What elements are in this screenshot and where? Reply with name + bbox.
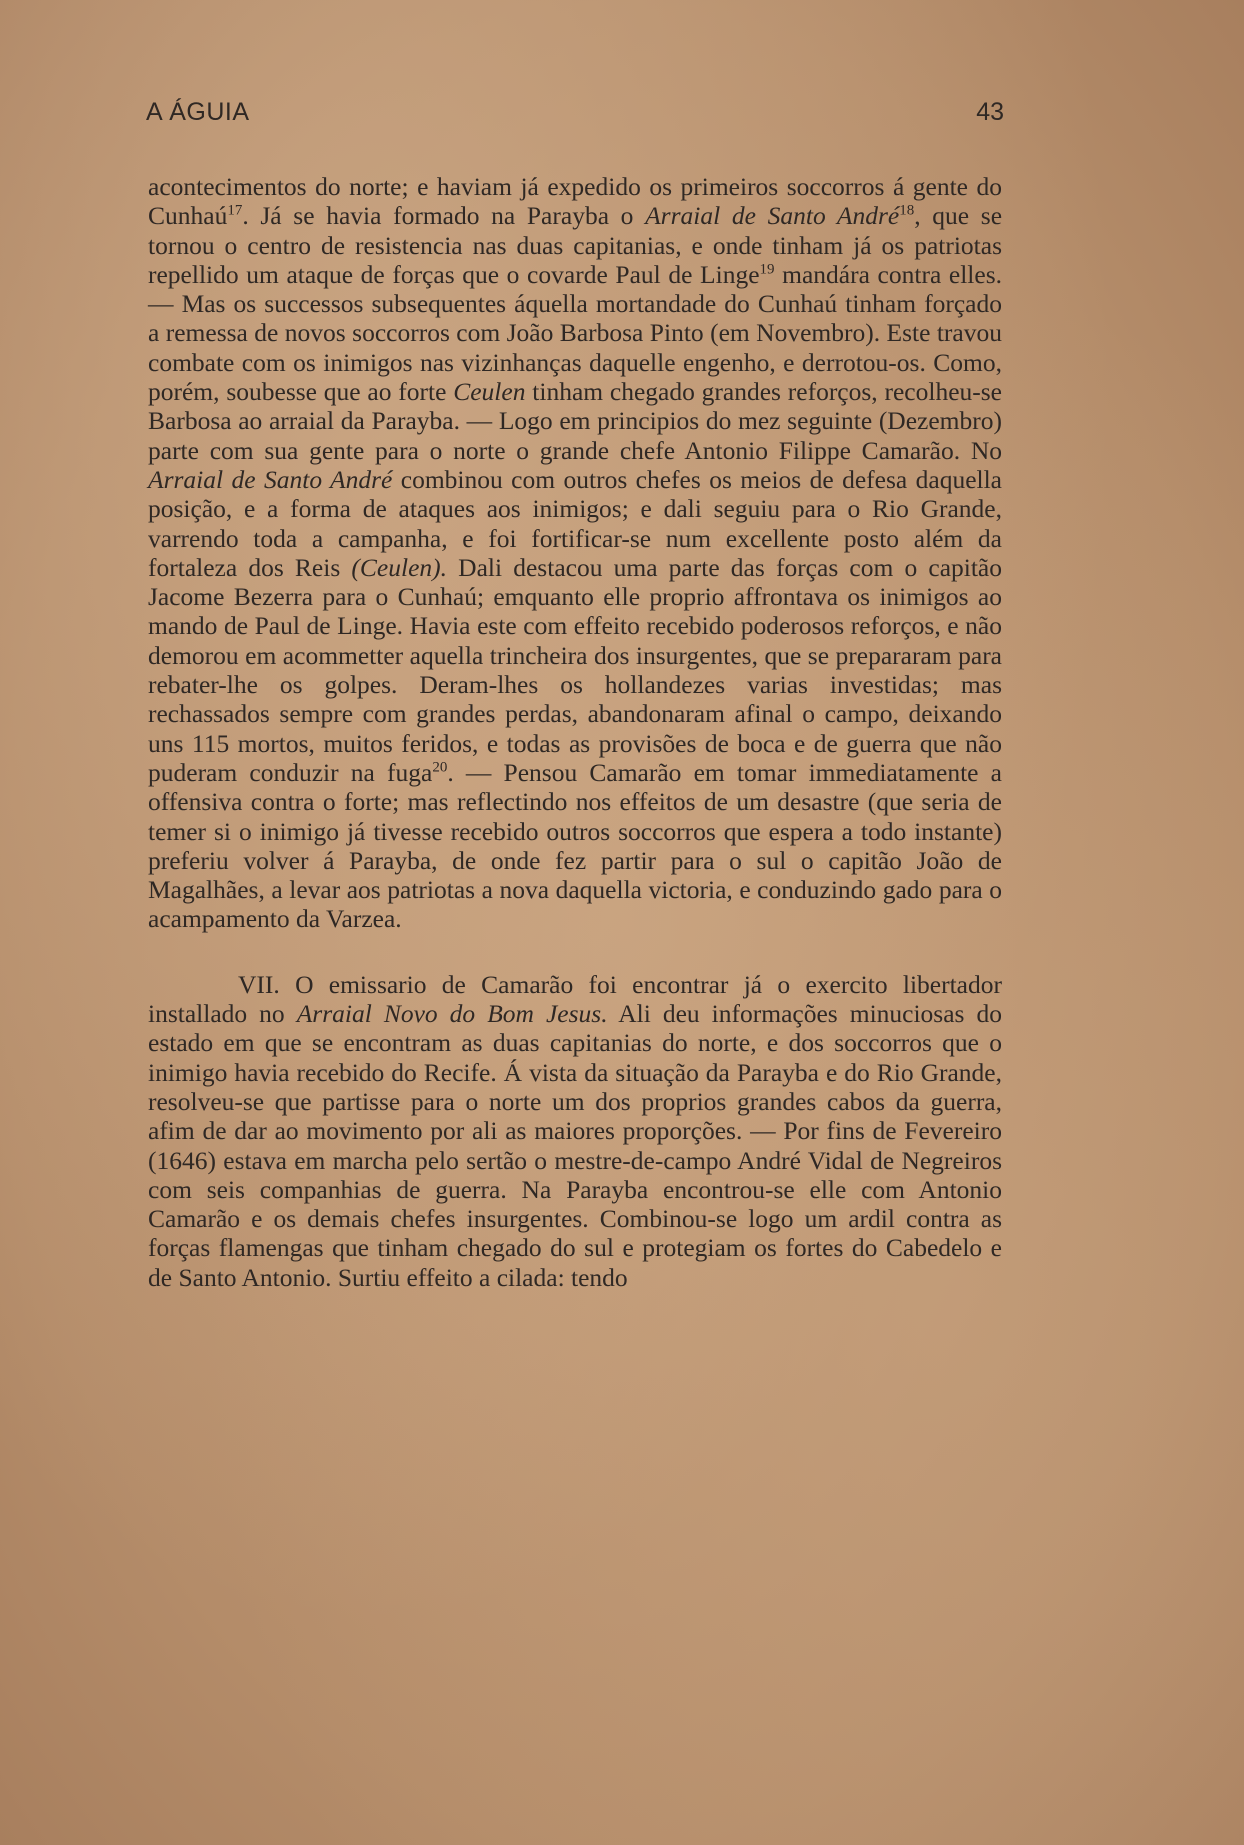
text-run: . — Pensou Camarão em tomar immediatamente a offensiva contra o forte; mas reflectindo nos effeitos de um desastre (que seria de temer si o inimigo já tivesse recebido outros soccorros que espera a todo instante) preferiu volver á Parayba, de onde fez partir para o sul o capitão João de Magalhães, a levar aos patriotas a nova daquella victoria, e conduzindo gado para o acampamento da Varzea. bbox=[148, 757, 1002, 934]
italic-place-name: Arraial de Santo André bbox=[645, 201, 900, 231]
italic-fort-name: (Ceulen). bbox=[351, 552, 448, 582]
text-run: , que se tornou o centro de resistencia nas duas capitanias, e onde tinham já os patriotas repellido um ataque de forças que o covarde Paul de Linge bbox=[148, 201, 1003, 289]
footnote-ref-20: 20 bbox=[432, 759, 448, 776]
paragraph-2 bbox=[148, 970, 1002, 1292]
page-body bbox=[148, 172, 1002, 1292]
italic-place-name: Arraial Novo do Bom Jesus. bbox=[296, 999, 608, 1029]
text-run: Dali destacou uma parte das forças com o capitão Jacome Bezerra para o Cunhaú; emquanto elle proprio affrontava os inimigos ao mando de Paul de Linge. Havia este com effeito recebido poderosos reforços, e não demorou em acommetter aquella trincheira dos insurgentes, que se prepararam para rebater-lhe os golpes. Deram-lhes os hollandezes varias investidas; mas rechassados sempre com grandes perdas, abandonaram afinal o campo, deixando uns 115 mortos, muitos feridos, e todas as provisões de boca e de guerra que não puderam conduzir na fuga bbox=[148, 552, 1002, 787]
italic-place-name: Arraial de Santo André bbox=[148, 464, 393, 494]
text-run: . Já se havia formado na Parayba o bbox=[242, 201, 646, 231]
text-run: combinou com outros chefes os meios de defesa daquella posição, e a forma de ataques aos inimigos; e dali seguiu para o Rio Grande, varrendo toda a campanha, e foi fortificar-se num excellente posto além da fortaleza dos Reis bbox=[148, 464, 1003, 582]
text-run: VII. O emissario de Camarão foi encontrar já o exercito libertador installado no bbox=[148, 969, 1002, 1029]
italic-fort-name: Ceulen bbox=[453, 377, 526, 407]
text-run: acontecimentos do norte; e haviam já expedido os primeiros soccorros á gente do Cunhaú bbox=[148, 172, 1002, 231]
text-run: tinham chegado grandes reforços, recolheu-se Barbosa ao arraial da Parayba. — Logo em principios do mez seguinte (Dezembro) parte com sua gente para o norte o grande chefe Antonio Filippe Camarão. No bbox=[148, 377, 1002, 465]
page-number: 43 bbox=[976, 98, 1004, 126]
text-run: mandára contra elles. — Mas os successos subsequentes áquella mortandade do Cunhaú tinham forçado a remessa de novos soccorros com João Barbosa Pinto (em Novembro). Este travou combate com os inimigos nas vizinhanças daquelle engenho, e derrotou-os. Como, porém, soubesse que ao forte bbox=[148, 259, 1002, 407]
running-title: A ÁGUIA bbox=[146, 98, 250, 126]
paragraph-1 bbox=[148, 172, 1002, 934]
footnote-ref-18: 18 bbox=[899, 202, 915, 219]
page-header bbox=[146, 98, 1004, 134]
text-run: Ali deu informações minuciosas do estado em que se encontram as duas capitanias do norte, e dos soccorros que o inimigo havia recebido do Recife. Á vista da situação da Parayba e do Rio Grande, resolveu-se que partisse para o norte um dos proprios grandes cabos da guerra, afim de dar ao movimento por ali as maiores proporções. — Por fins de Fevereiro (1646) estava em marcha pelo sertão o mestre-de-campo André Vidal de Negreiros com seis companhias de guerra. Na Parayba encontrou-se elle com Antonio Camarão e os demais chefes insurgentes. Combinou-se logo um ardil contra as forças flamengas que tinham chegado do sul e protegiam os fortes do Cabedelo e de Santo Antonio. Surtiu effeito a cilada: tendo bbox=[148, 999, 1002, 1292]
footnote-ref-19: 19 bbox=[759, 261, 775, 278]
footnote-ref-17: 17 bbox=[227, 202, 243, 219]
